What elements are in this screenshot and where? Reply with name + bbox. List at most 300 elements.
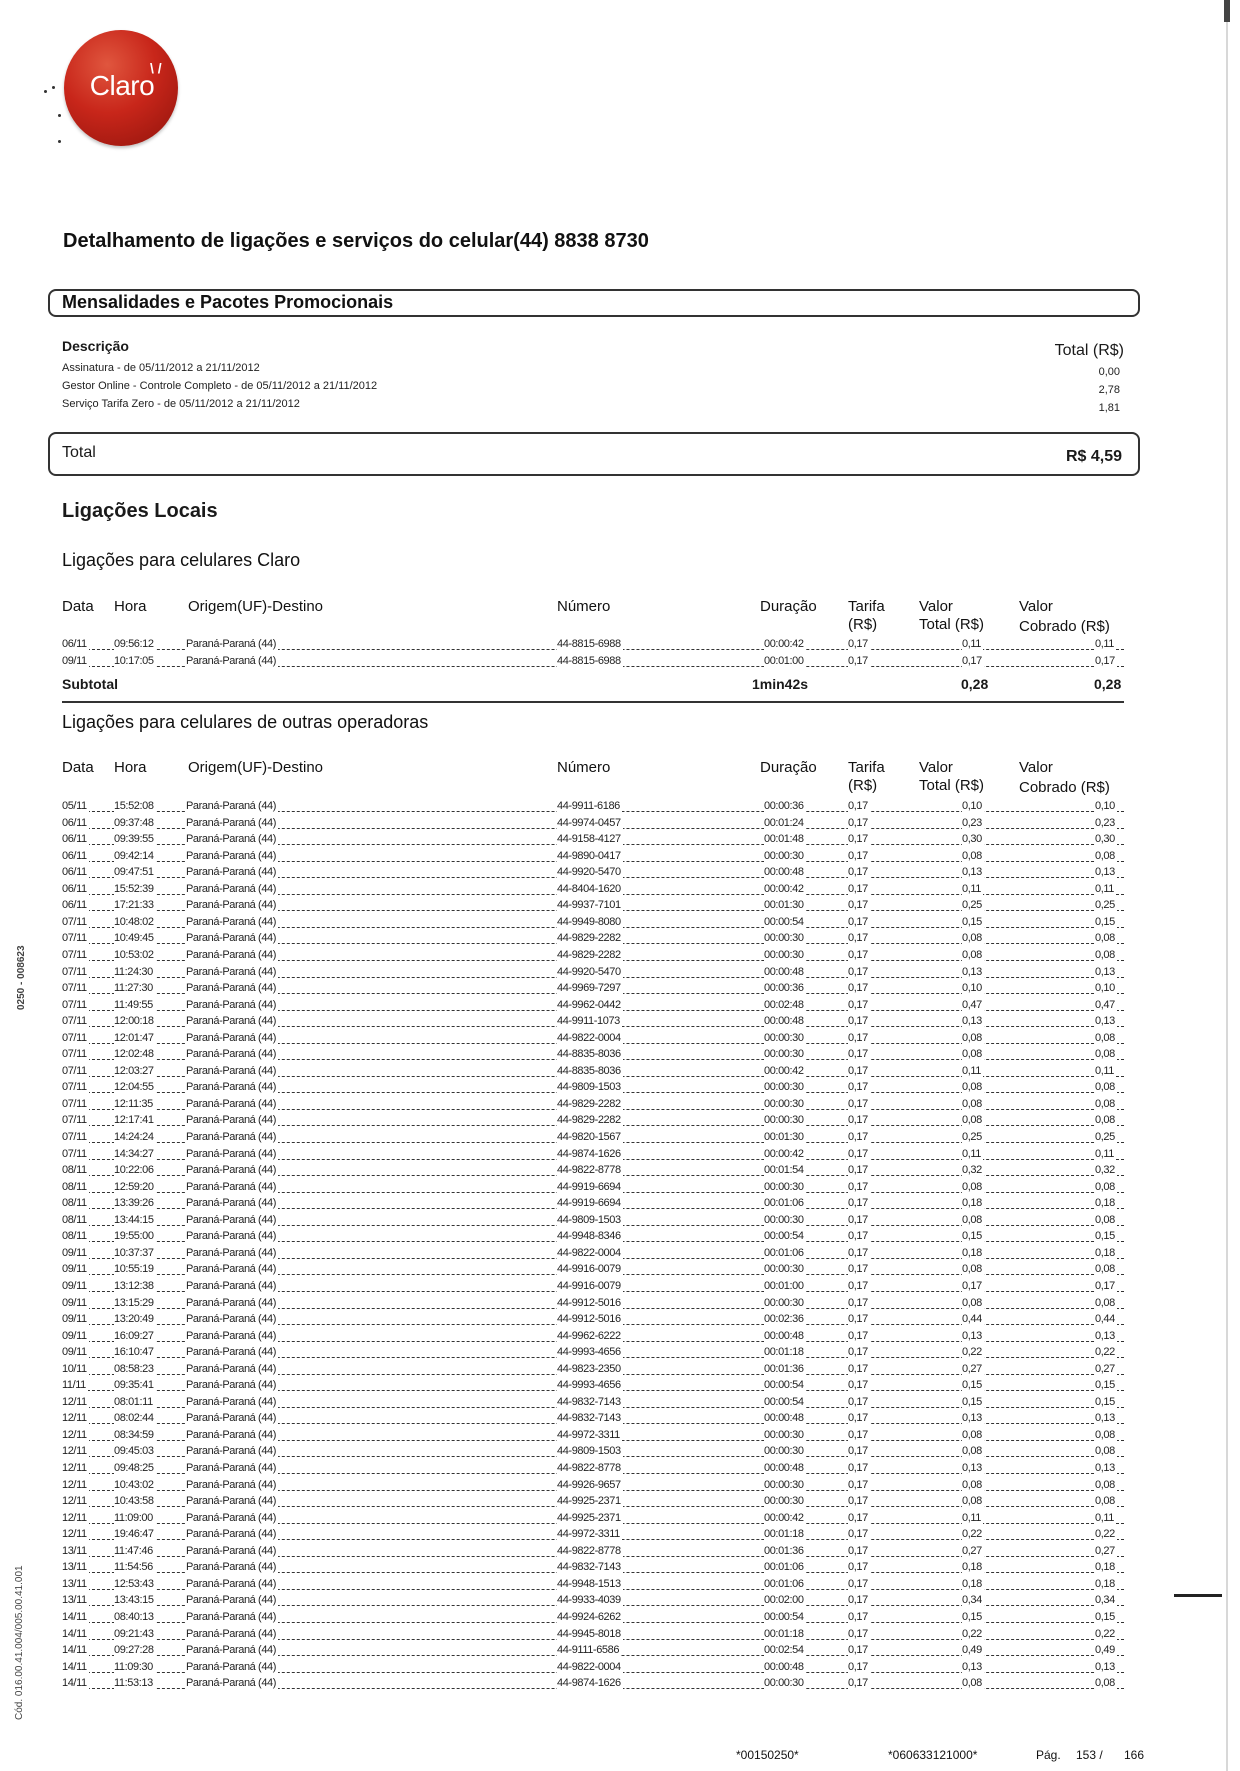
column-header-valor-cobrado-1: Valor bbox=[1019, 759, 1053, 776]
cell-valor-cobrado: 0,08 bbox=[1095, 932, 1115, 945]
cell-tarifa: 0,17 bbox=[848, 1445, 868, 1458]
cell-hora: 11:24:30 bbox=[114, 965, 153, 978]
cell-data: 07/11 bbox=[62, 1081, 87, 1094]
cell-hora: 13:20:49 bbox=[114, 1313, 154, 1326]
cell-origem: Paraná-Paraná (44) bbox=[186, 1313, 277, 1326]
cell-origem: Paraná-Paraná (44) bbox=[186, 1197, 277, 1210]
cell-hora: 12:02:48 bbox=[114, 1048, 154, 1061]
cell-origem: Paraná-Paraná (44) bbox=[186, 1031, 277, 1044]
cell-valor-cobrado: 0,44 bbox=[1095, 1313, 1115, 1326]
column-header-duracao: Duração bbox=[760, 759, 817, 776]
cell-duracao: 00:00:48 bbox=[764, 866, 804, 879]
cell-data: 14/11 bbox=[62, 1644, 87, 1657]
cell-duracao: 00:02:00 bbox=[764, 1594, 804, 1607]
cell-valor-cobrado: 0,34 bbox=[1095, 1594, 1115, 1607]
footer-barcode-1: *00150250* bbox=[736, 1748, 799, 1762]
cell-origem: Paraná-Paraná (44) bbox=[186, 1428, 277, 1441]
side-code-top: 0250 - 008623 bbox=[16, 945, 27, 1010]
cell-valor-total: 0,25 bbox=[962, 899, 982, 912]
cell-valor-total: 0,32 bbox=[962, 1164, 982, 1177]
column-header-tarifa-2: (R$) bbox=[848, 777, 878, 794]
cell-valor-cobrado: 0,47 bbox=[1095, 998, 1115, 1011]
cell-tarifa: 0,17 bbox=[848, 1064, 868, 1077]
cell-valor-cobrado: 0,08 bbox=[1095, 1428, 1115, 1441]
cell-data: 12/11 bbox=[62, 1528, 87, 1541]
cell-duracao: 00:00:48 bbox=[764, 1462, 804, 1474]
cell-duracao: 00:00:48 bbox=[764, 1329, 804, 1342]
column-header-origem: Origem(UF)-Destino bbox=[188, 598, 324, 615]
cell-origem: Paraná-Paraná (44) bbox=[186, 638, 277, 650]
cell-valor-cobrado: 0,08 bbox=[1095, 1296, 1115, 1309]
cell-valor-total: 0,08 bbox=[962, 932, 982, 945]
cell-data: 09/11 bbox=[62, 1246, 87, 1259]
cell-valor-cobrado: 0,11 bbox=[1095, 1064, 1114, 1077]
cell-valor-cobrado: 0,13 bbox=[1095, 1462, 1115, 1474]
cell-data: 12/11 bbox=[62, 1495, 87, 1508]
cell-data: 13/11 bbox=[62, 1561, 87, 1574]
cell-tarifa: 0,17 bbox=[848, 816, 868, 829]
cell-numero: 44-9832-7143 bbox=[557, 1395, 621, 1408]
cell-hora: 10:43:02 bbox=[114, 1478, 154, 1491]
cell-valor-cobrado: 0,18 bbox=[1095, 1577, 1115, 1590]
cell-numero: 44-9945-8018 bbox=[557, 1627, 621, 1640]
cell-valor-cobrado: 0,08 bbox=[1095, 1263, 1115, 1276]
cell-duracao: 00:00:42 bbox=[764, 1147, 804, 1160]
cell-tarifa: 0,17 bbox=[848, 965, 868, 978]
cell-valor-total: 0,10 bbox=[962, 800, 982, 812]
cell-duracao: 00:00:30 bbox=[764, 1048, 804, 1061]
cell-duracao: 00:01:30 bbox=[764, 899, 804, 912]
cell-hora: 09:39:55 bbox=[114, 833, 154, 846]
cell-hora: 10:48:02 bbox=[114, 915, 154, 928]
side-code-bottom: Cód. 016.00.41.004/005.00.41.001 bbox=[14, 1565, 25, 1720]
cell-duracao: 00:00:36 bbox=[764, 800, 804, 812]
cell-valor-total: 0,13 bbox=[962, 965, 982, 978]
cell-origem: Paraná-Paraná (44) bbox=[186, 1279, 277, 1292]
cell-valor-total: 0,18 bbox=[962, 1197, 982, 1210]
cell-valor-cobrado: 0,11 bbox=[1095, 882, 1114, 895]
cell-duracao: 00:00:42 bbox=[764, 1064, 804, 1077]
cell-valor-total: 0,17 bbox=[962, 654, 982, 667]
call-row bbox=[62, 1131, 1124, 1147]
cell-data: 12/11 bbox=[62, 1445, 87, 1458]
cell-duracao: 00:01:36 bbox=[764, 1544, 804, 1557]
cell-tarifa: 0,17 bbox=[848, 1594, 868, 1607]
column-header-data: Data bbox=[62, 759, 94, 776]
cell-tarifa: 0,17 bbox=[848, 1412, 868, 1425]
cell-valor-total: 0,08 bbox=[962, 1213, 982, 1226]
cell-tarifa: 0,17 bbox=[848, 833, 868, 846]
cell-duracao: 00:00:30 bbox=[764, 1180, 804, 1193]
cell-numero: 44-9962-0442 bbox=[557, 998, 621, 1011]
cell-origem: Paraná-Paraná (44) bbox=[186, 1627, 277, 1640]
cell-valor-cobrado: 0,27 bbox=[1095, 1544, 1115, 1557]
cell-valor-cobrado: 0,08 bbox=[1095, 1677, 1115, 1690]
cell-numero: 44-9111-6586 bbox=[557, 1644, 620, 1657]
cell-duracao: 00:01:06 bbox=[764, 1561, 804, 1574]
cell-tarifa: 0,17 bbox=[848, 1213, 868, 1226]
cell-valor-cobrado: 0,17 bbox=[1095, 1279, 1115, 1292]
page-total: 166 bbox=[1124, 1748, 1145, 1762]
cell-data: 14/11 bbox=[62, 1610, 87, 1623]
cell-numero: 44-9948-8346 bbox=[557, 1230, 621, 1243]
cell-numero: 44-9916-0079 bbox=[557, 1263, 621, 1276]
cell-tarifa: 0,17 bbox=[848, 1180, 868, 1193]
cell-origem: Paraná-Paraná (44) bbox=[186, 1610, 277, 1623]
cell-tarifa: 0,17 bbox=[848, 866, 868, 879]
cell-hora: 09:42:14 bbox=[114, 849, 154, 862]
cell-valor-cobrado: 0,08 bbox=[1095, 1478, 1115, 1491]
cell-hora: 15:52:39 bbox=[114, 882, 154, 895]
call-row bbox=[62, 1263, 1124, 1279]
footer-barcode-2: *060633121000* bbox=[888, 1748, 978, 1762]
cell-data: 07/11 bbox=[62, 982, 87, 995]
cell-tarifa: 0,17 bbox=[848, 1296, 868, 1309]
cell-valor-cobrado: 0,08 bbox=[1095, 948, 1115, 961]
cell-hora: 11:54:56 bbox=[114, 1561, 153, 1574]
cell-tarifa: 0,17 bbox=[848, 1246, 868, 1259]
cell-duracao: 00:01:06 bbox=[764, 1577, 804, 1590]
cell-valor-cobrado: 0,15 bbox=[1095, 1610, 1115, 1623]
cell-valor-total: 0,49 bbox=[962, 1644, 982, 1657]
page-edge-mark bbox=[1224, 0, 1230, 22]
cell-data: 06/11 bbox=[62, 849, 87, 862]
cell-valor-total: 0,08 bbox=[962, 1677, 982, 1690]
cell-data: 10/11 bbox=[62, 1362, 87, 1375]
cell-valor-total: 0,08 bbox=[962, 1495, 982, 1508]
cell-valor-total: 0,11 bbox=[962, 638, 981, 650]
cell-valor-cobrado: 0,08 bbox=[1095, 1097, 1115, 1110]
cell-numero: 44-9912-5016 bbox=[557, 1313, 621, 1326]
cell-data: 07/11 bbox=[62, 1131, 87, 1143]
cell-valor-total: 0,08 bbox=[962, 948, 982, 961]
cell-numero: 44-9911-6186 bbox=[557, 800, 620, 812]
call-row bbox=[62, 932, 1124, 948]
cell-duracao: 00:01:48 bbox=[764, 833, 804, 846]
cell-tarifa: 0,17 bbox=[848, 915, 868, 928]
cell-data: 08/11 bbox=[62, 1230, 87, 1243]
cell-hora: 10:53:02 bbox=[114, 948, 154, 961]
call-row bbox=[62, 1363, 1124, 1379]
column-header-hora: Hora bbox=[114, 759, 147, 776]
cell-valor-total: 0,44 bbox=[962, 1313, 982, 1326]
mensalidade-total: 2,78 bbox=[1098, 384, 1120, 396]
cell-data: 13/11 bbox=[62, 1577, 87, 1590]
cell-data: 07/11 bbox=[62, 1048, 87, 1061]
cell-data: 06/11 bbox=[62, 833, 87, 846]
cell-tarifa: 0,17 bbox=[848, 638, 868, 650]
cell-tarifa: 0,17 bbox=[848, 932, 868, 945]
cell-origem: Paraná-Paraná (44) bbox=[186, 1346, 277, 1359]
cell-duracao: 00:00:54 bbox=[764, 1395, 804, 1408]
cell-numero: 44-9822-8778 bbox=[557, 1544, 621, 1557]
cell-tarifa: 0,17 bbox=[848, 1478, 868, 1491]
call-row bbox=[62, 833, 1124, 849]
cell-hora: 10:17:05 bbox=[114, 654, 154, 667]
cell-numero: 44-9919-6694 bbox=[557, 1197, 621, 1210]
cell-duracao: 00:00:30 bbox=[764, 1478, 804, 1491]
cell-hora: 09:37:48 bbox=[114, 816, 154, 829]
cell-valor-cobrado: 0,25 bbox=[1095, 899, 1115, 912]
outras-section-title: Ligações para celulares de outras operadoras bbox=[62, 712, 429, 732]
cell-numero: 44-9822-0004 bbox=[557, 1031, 621, 1044]
cell-origem: Paraná-Paraná (44) bbox=[186, 1528, 277, 1541]
cell-valor-cobrado: 0,13 bbox=[1095, 965, 1115, 978]
cell-valor-total: 0,10 bbox=[962, 982, 982, 995]
cell-data: 09/11 bbox=[62, 654, 87, 667]
call-row bbox=[62, 949, 1124, 965]
cell-duracao: 00:00:42 bbox=[764, 882, 804, 895]
cell-valor-cobrado: 0,15 bbox=[1095, 1395, 1115, 1408]
cell-valor-total: 0,11 bbox=[962, 1511, 981, 1524]
cell-valor-cobrado: 0,13 bbox=[1095, 1412, 1115, 1425]
cell-valor-total: 0,15 bbox=[962, 1379, 982, 1392]
cell-tarifa: 0,17 bbox=[848, 1511, 868, 1524]
page-edge bbox=[1226, 0, 1228, 1771]
cell-origem: Paraná-Paraná (44) bbox=[186, 1230, 277, 1243]
cell-numero: 44-9926-9657 bbox=[557, 1478, 621, 1491]
mensalidade-description: Gestor Online - Controle Completo - de 05/11/2012 a 21/11/2012 bbox=[62, 380, 378, 392]
cell-numero: 44-8835-8036 bbox=[557, 1064, 621, 1077]
call-row bbox=[62, 1015, 1124, 1031]
cell-data: 08/11 bbox=[62, 1180, 87, 1193]
cell-origem: Paraná-Paraná (44) bbox=[186, 1412, 277, 1425]
call-row bbox=[62, 1545, 1124, 1561]
cell-data: 06/11 bbox=[62, 899, 87, 912]
cell-tarifa: 0,17 bbox=[848, 800, 868, 812]
cell-numero: 44-9823-2350 bbox=[557, 1362, 621, 1375]
call-row bbox=[62, 1081, 1124, 1097]
total-header: Total (R$) bbox=[1054, 342, 1124, 359]
cell-valor-total: 0,13 bbox=[962, 1329, 982, 1342]
call-row bbox=[62, 1032, 1124, 1048]
cell-hora: 16:10:47 bbox=[114, 1346, 154, 1359]
cell-tarifa: 0,17 bbox=[848, 1561, 868, 1574]
cell-duracao: 00:00:30 bbox=[764, 1495, 804, 1508]
column-header-valor-total-2: Total (R$) bbox=[919, 616, 985, 633]
subtotal-duracao: 1min42s bbox=[752, 676, 809, 692]
cell-numero: 44-9972-3311 bbox=[557, 1428, 620, 1441]
cell-valor-cobrado: 0,22 bbox=[1095, 1346, 1115, 1359]
cell-valor-total: 0,08 bbox=[962, 1180, 982, 1193]
cell-tarifa: 0,17 bbox=[848, 1577, 868, 1590]
cell-valor-cobrado: 0,08 bbox=[1095, 849, 1115, 862]
call-row bbox=[62, 800, 1124, 816]
cell-tarifa: 0,17 bbox=[848, 1395, 868, 1408]
call-row bbox=[62, 916, 1124, 932]
cell-duracao: 00:00:54 bbox=[764, 1230, 804, 1243]
column-header-numero: Número bbox=[557, 759, 611, 776]
cell-valor-total: 0,08 bbox=[962, 1081, 982, 1094]
cell-valor-cobrado: 0,13 bbox=[1095, 1329, 1115, 1342]
cell-valor-total: 0,17 bbox=[962, 1279, 982, 1292]
call-row bbox=[62, 1048, 1124, 1064]
cell-origem: Paraná-Paraná (44) bbox=[186, 1511, 277, 1524]
cell-origem: Paraná-Paraná (44) bbox=[186, 866, 277, 879]
cell-valor-cobrado: 0,18 bbox=[1095, 1246, 1115, 1259]
cell-duracao: 00:00:54 bbox=[764, 1610, 804, 1623]
cell-hora: 09:35:41 bbox=[114, 1379, 154, 1392]
cell-data: 14/11 bbox=[62, 1627, 87, 1640]
cell-duracao: 00:01:18 bbox=[764, 1627, 804, 1640]
cell-hora: 09:56:12 bbox=[114, 638, 154, 650]
cell-hora: 10:55:19 bbox=[114, 1263, 154, 1276]
cell-hora: 09:48:25 bbox=[114, 1462, 154, 1474]
cell-duracao: 00:01:18 bbox=[764, 1528, 804, 1541]
cell-origem: Paraná-Paraná (44) bbox=[186, 1379, 277, 1392]
cell-numero: 44-9829-2282 bbox=[557, 1114, 621, 1127]
cell-origem: Paraná-Paraná (44) bbox=[186, 1081, 277, 1094]
cell-tarifa: 0,17 bbox=[848, 1379, 868, 1392]
cell-origem: Paraná-Paraná (44) bbox=[186, 849, 277, 862]
cell-data: 13/11 bbox=[62, 1544, 87, 1557]
cell-origem: Paraná-Paraná (44) bbox=[186, 915, 277, 928]
cell-data: 14/11 bbox=[62, 1660, 87, 1673]
cell-numero: 44-9822-8778 bbox=[557, 1462, 621, 1474]
call-row bbox=[62, 1164, 1124, 1180]
cell-hora: 09:27:28 bbox=[114, 1644, 154, 1657]
call-row bbox=[62, 1396, 1124, 1412]
cell-tarifa: 0,17 bbox=[848, 654, 868, 667]
cell-hora: 11:47:46 bbox=[114, 1544, 153, 1557]
cell-hora: 09:47:51 bbox=[114, 866, 154, 879]
cell-hora: 12:03:27 bbox=[114, 1064, 154, 1077]
cell-tarifa: 0,17 bbox=[848, 1428, 868, 1441]
cell-duracao: 00:00:54 bbox=[764, 915, 804, 928]
cell-data: 08/11 bbox=[62, 1197, 87, 1210]
cell-numero: 44-9993-4656 bbox=[557, 1346, 621, 1359]
cell-hora: 08:34:59 bbox=[114, 1428, 154, 1441]
cell-tarifa: 0,17 bbox=[848, 998, 868, 1011]
mensalidades-header-box bbox=[48, 289, 1140, 317]
mensalidade-total: 0,00 bbox=[1098, 366, 1120, 378]
cell-valor-cobrado: 0,08 bbox=[1095, 1180, 1115, 1193]
cell-duracao: 00:00:30 bbox=[764, 1428, 804, 1441]
cell-tarifa: 0,17 bbox=[848, 1329, 868, 1342]
cell-hora: 12:17:41 bbox=[114, 1114, 154, 1127]
cell-hora: 12:53:43 bbox=[114, 1577, 154, 1590]
cell-valor-cobrado: 0,30 bbox=[1095, 833, 1115, 846]
cell-valor-total: 0,22 bbox=[962, 1528, 982, 1541]
cell-data: 07/11 bbox=[62, 1114, 87, 1127]
cell-duracao: 00:00:36 bbox=[764, 982, 804, 995]
cell-numero: 44-9822-8778 bbox=[557, 1164, 621, 1177]
cell-data: 07/11 bbox=[62, 1015, 87, 1028]
total-value: R$ 4,59 bbox=[1065, 448, 1122, 465]
document-title: Detalhamento de ligações e serviços do celular(44) 8838 8730 bbox=[63, 230, 649, 252]
cell-valor-cobrado: 0,08 bbox=[1095, 1445, 1115, 1458]
cell-data: 07/11 bbox=[62, 998, 87, 1011]
cell-hora: 12:00:18 bbox=[114, 1015, 154, 1028]
cell-tarifa: 0,17 bbox=[848, 1279, 868, 1292]
call-row bbox=[62, 982, 1124, 998]
call-row bbox=[62, 1412, 1124, 1428]
column-header-data: Data bbox=[62, 598, 94, 615]
cell-origem: Paraná-Paraná (44) bbox=[186, 1329, 277, 1342]
cell-duracao: 00:01:54 bbox=[764, 1164, 804, 1177]
cell-duracao: 00:01:06 bbox=[764, 1197, 804, 1210]
cell-duracao: 00:00:48 bbox=[764, 1660, 804, 1673]
cell-valor-cobrado: 0,08 bbox=[1095, 1048, 1115, 1061]
cell-valor-cobrado: 0,25 bbox=[1095, 1131, 1115, 1143]
cell-duracao: 00:00:48 bbox=[764, 1015, 804, 1028]
cell-hora: 08:58:23 bbox=[114, 1362, 154, 1375]
call-row bbox=[62, 850, 1124, 866]
cell-valor-total: 0,15 bbox=[962, 915, 982, 928]
call-row bbox=[62, 899, 1124, 915]
cell-valor-cobrado: 0,10 bbox=[1095, 982, 1115, 995]
cell-data: 14/11 bbox=[62, 1677, 87, 1690]
cell-origem: Paraná-Paraná (44) bbox=[186, 948, 277, 961]
cell-valor-total: 0,25 bbox=[962, 1131, 982, 1143]
cell-valor-cobrado: 0,11 bbox=[1095, 1147, 1114, 1160]
cell-duracao: 00:00:30 bbox=[764, 948, 804, 961]
column-header-numero: Número bbox=[557, 598, 611, 615]
call-row bbox=[62, 1628, 1124, 1644]
cell-numero: 44-8815-6988 bbox=[557, 654, 621, 667]
cell-data: 07/11 bbox=[62, 1064, 87, 1077]
cell-hora: 13:39:26 bbox=[114, 1197, 154, 1210]
ligacoes-locais-title: Ligações Locais bbox=[62, 500, 218, 522]
cell-origem: Paraná-Paraná (44) bbox=[186, 1164, 277, 1177]
cell-origem: Paraná-Paraná (44) bbox=[186, 1495, 277, 1508]
cell-hora: 10:43:58 bbox=[114, 1495, 154, 1508]
cell-valor-cobrado: 0,08 bbox=[1095, 1495, 1115, 1508]
cell-hora: 09:45:03 bbox=[114, 1445, 154, 1458]
cell-valor-total: 0,13 bbox=[962, 1462, 982, 1474]
cell-origem: Paraná-Paraná (44) bbox=[186, 816, 277, 829]
cell-valor-cobrado: 0,15 bbox=[1095, 1230, 1115, 1243]
cell-hora: 08:02:44 bbox=[114, 1412, 154, 1425]
cell-numero: 44-8815-6988 bbox=[557, 638, 621, 650]
cell-duracao: 00:01:36 bbox=[764, 1362, 804, 1375]
call-row bbox=[62, 1479, 1124, 1495]
cell-tarifa: 0,17 bbox=[848, 1081, 868, 1094]
cell-duracao: 00:00:48 bbox=[764, 965, 804, 978]
descricao-header: Descrição bbox=[62, 338, 129, 354]
cell-tarifa: 0,17 bbox=[848, 1677, 868, 1690]
cell-origem: Paraná-Paraná (44) bbox=[186, 1213, 277, 1226]
cell-origem: Paraná-Paraná (44) bbox=[186, 1147, 277, 1160]
cell-origem: Paraná-Paraná (44) bbox=[186, 1064, 277, 1077]
cell-valor-total: 0,08 bbox=[962, 1114, 982, 1127]
punch-dots bbox=[40, 80, 60, 170]
cell-origem: Paraná-Paraná (44) bbox=[186, 1114, 277, 1127]
cell-valor-cobrado: 0,08 bbox=[1095, 1213, 1115, 1226]
cell-valor-total: 0,23 bbox=[962, 816, 982, 829]
cell-valor-total: 0,08 bbox=[962, 1048, 982, 1061]
cell-numero: 44-9969-7297 bbox=[557, 982, 621, 995]
cell-valor-total: 0,22 bbox=[962, 1346, 982, 1359]
cell-valor-total: 0,08 bbox=[962, 849, 982, 862]
call-row bbox=[62, 1512, 1124, 1528]
cell-duracao: 00:00:48 bbox=[764, 1412, 804, 1425]
cell-numero: 44-9822-0004 bbox=[557, 1660, 621, 1673]
cell-valor-total: 0,18 bbox=[962, 1246, 982, 1259]
cell-origem: Paraná-Paraná (44) bbox=[186, 899, 277, 912]
cell-tarifa: 0,17 bbox=[848, 1197, 868, 1210]
cell-duracao: 00:01:06 bbox=[764, 1246, 804, 1259]
cell-hora: 09:21:43 bbox=[114, 1627, 154, 1640]
cell-valor-total: 0,15 bbox=[962, 1230, 982, 1243]
call-row bbox=[62, 866, 1124, 882]
column-header-valor-total-2: Total (R$) bbox=[919, 777, 985, 794]
cell-numero: 44-9925-2371 bbox=[557, 1511, 621, 1524]
subtotal-divider bbox=[62, 701, 1124, 703]
cell-data: 09/11 bbox=[62, 1296, 87, 1309]
cell-duracao: 00:00:30 bbox=[764, 1097, 804, 1110]
cell-hora: 12:04:55 bbox=[114, 1081, 154, 1094]
